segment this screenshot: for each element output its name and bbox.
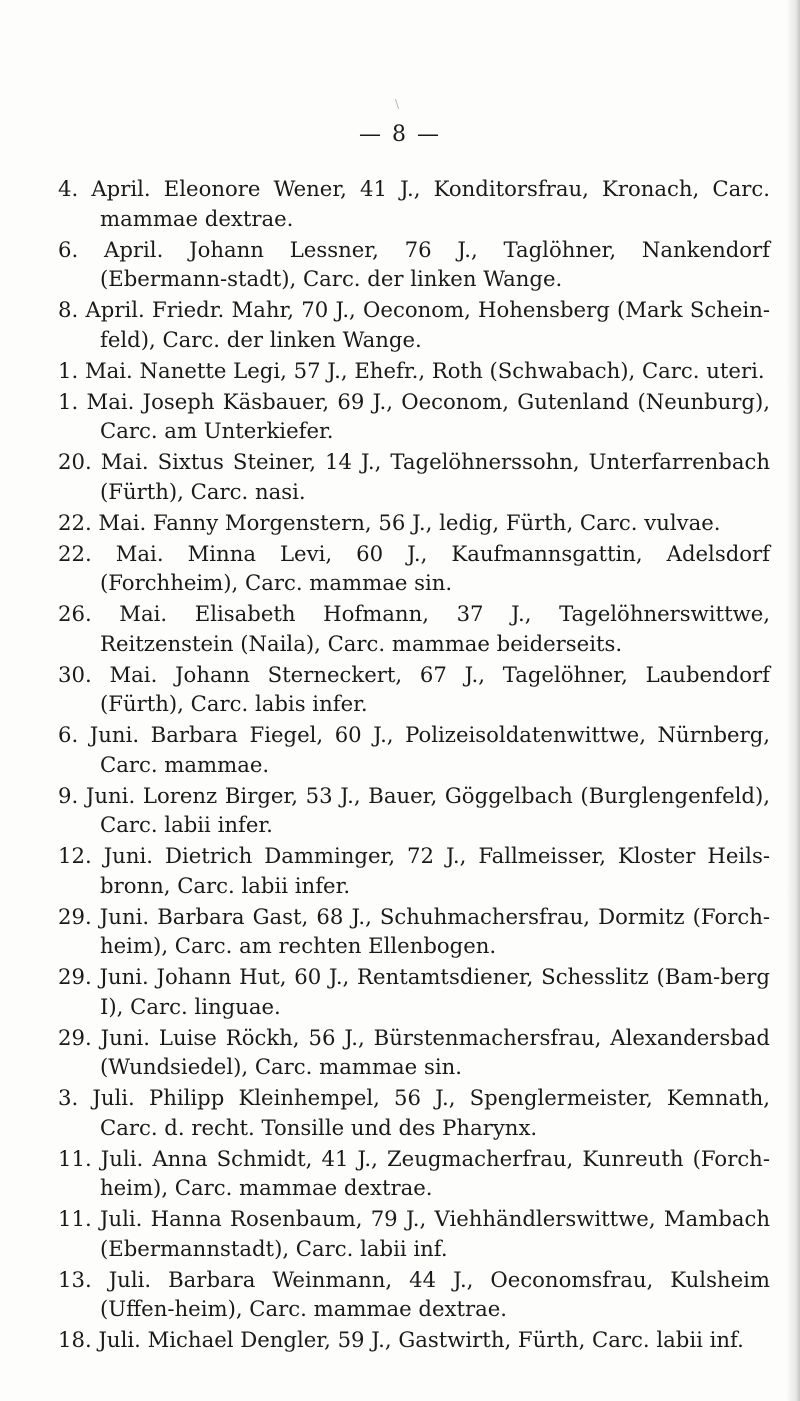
- case-entry: 1. Mai. Joseph Käsbauer, 69 J., Oeconom, Gutenland (Neunburg), Carc. am Unterkiefer.: [58, 388, 770, 443]
- case-entry: 11. Juli. Hanna Rosenbaum, 79 J., Viehhändlerswittwe, Mambach (Ebermannstadt), Carc. labii inf.: [58, 1206, 770, 1261]
- case-entry: 29. Juni. Johann Hut, 60 J., Rentamtsdiener, Schesslitz (Bam-berg I), Carc. linguae.: [58, 964, 770, 1019]
- case-entry: 6. Juni. Barbara Fiegel, 60 J., Polizeisoldatenwittwe, Nürnberg, Carc. mammae.: [58, 722, 770, 777]
- case-entry: 20. Mai. Sixtus Steiner, 14 J., Tagelöhnerssohn, Unterfarrenbach (Fürth), Carc. nasi.: [58, 449, 770, 504]
- case-entry: 8. April. Friedr. Mahr, 70 J., Oeconom, Hohensberg (Mark Schein-feld), Carc. der linken Wange.: [58, 297, 770, 352]
- stray-ink-mark: \: [395, 97, 400, 111]
- case-entry: 12. Juni. Dietrich Damminger, 72 J., Fallmeisser, Kloster Heils-bronn, Carc. labii infer.: [58, 843, 770, 898]
- case-entry: 3. Juli. Philipp Kleinhempel, 56 J., Spenglermeister, Kemnath, Carc. d. recht. Tonsille und des Pharynx.: [58, 1085, 770, 1140]
- case-entry: 9. Juni. Lorenz Birger, 53 J., Bauer, Göggelbach (Burglengenfeld), Carc. labii infer.: [58, 782, 770, 837]
- case-entry: 1. Mai. Nanette Legi, 57 J., Ehefr., Roth (Schwabach), Carc. uteri.: [58, 357, 765, 383]
- case-entry: 29. Juni. Luise Röckh, 56 J., Bürstenmachersfrau, Alexandersbad (Wundsiedel), Carc. mammae sin.: [58, 1024, 770, 1079]
- case-entry: 29. Juni. Barbara Gast, 68 J., Schuhmachersfrau, Dormitz (Forch-heim), Carc. am rechten Ellenbogen.: [58, 903, 770, 958]
- case-entry: 22. Mai. Minna Levi, 60 J., Kaufmannsgattin, Adelsdorf (Forchheim), Carc. mammae sin.: [58, 540, 770, 595]
- case-entry: 22. Mai. Fanny Morgenstern, 56 J., ledig, Fürth, Carc. vulvae.: [58, 509, 721, 535]
- case-entry: 13. Juli. Barbara Weinmann, 44 J., Oeconomsfrau, Kulsheim (Uffen-heim), Carc. mammae dextrae.: [58, 1266, 770, 1321]
- case-list: [58, 174, 770, 1356]
- case-entry: 6. April. Johann Lessner, 76 J., Taglöhner, Nankendorf (Ebermann-stadt), Carc. der linken Wange.: [58, 236, 770, 291]
- case-entry: 30. Mai. Johann Sterneckert, 67 J., Tagelöhner, Laubendorf (Fürth), Carc. labis infer.: [58, 661, 770, 716]
- page-edge-shadow: [786, 0, 800, 1401]
- case-entry: 18. Juli. Michael Dengler, 59 J., Gastwirth, Fürth, Carc. labii inf.: [58, 1327, 744, 1352]
- case-entry: 11. Juli. Anna Schmidt, 41 J., Zeugmacherfrau, Kunreuth (Forch-heim), Carc. mammae dextrae.: [58, 1145, 770, 1200]
- case-entry: 4. April. Eleonore Wener, 41 J., Konditorsfrau, Kronach, Carc. mammae dextrae.: [58, 176, 770, 231]
- case-entry: 26. Mai. Elisabeth Hofmann, 37 J., Tagelöhnerswittwe, Reitzenstein (Naila), Carc. mammae beiderseits.: [58, 601, 770, 656]
- page-number: — 8 —: [359, 122, 441, 147]
